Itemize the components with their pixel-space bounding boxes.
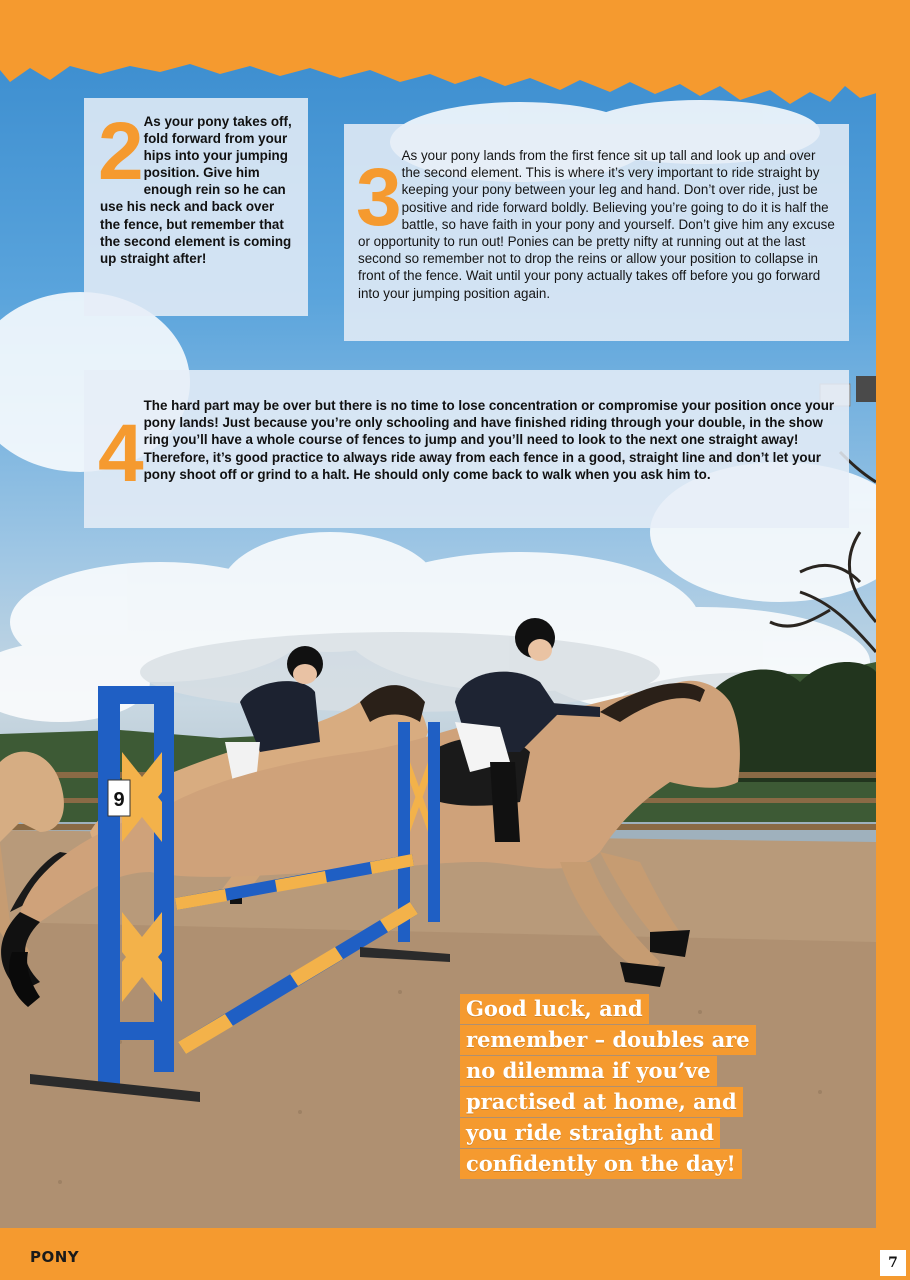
step-4-text: The hard part may be over but there is no time to lose concentration or compromise your position once your pony lands! Just because you’re only schooling and have finished riding through your double, in the show ring you’ll have a whole course of fences to jump and you’ll need to look to the next one straight away! Therefore, it’s good practice to always ride away from each fence in a good, straight line and don’t let your pony shoot off or grind to a halt. He should only come back to walk when you ask him to.: [143, 398, 835, 482]
step-2-panel: [84, 98, 308, 316]
step-2-number: 2: [98, 106, 142, 197]
step-3-text: As your pony lands from the first fence sit up tall and look up and over the second element. This is where it’s very important to ride straight by keeping your pony between your leg and hand. Don’t over ride, just be positive and ride forward boldly. Believing you’re going to do it is half the battle, so have faith in your pony and yourself. Don’t give him any excuse or opportunity to run out! Ponies can be pretty nifty at running out at the last second so remember not to drop the reins or allow your position to collapse in front of the fence. Wait until your pony actually takes off before you go forward into your jumping position again.: [358, 148, 835, 301]
fence-number: 9: [113, 789, 125, 811]
message-line: no dilemma if you’ve: [460, 1056, 717, 1086]
right-orange-band: [876, 0, 910, 1280]
magazine-brand: PONY: [30, 1248, 80, 1266]
step-3-number: 3: [356, 152, 400, 243]
message-line: remember – doubles are: [460, 1025, 756, 1055]
message-line: confidently on the day!: [460, 1149, 742, 1179]
message-line: practised at home, and: [460, 1087, 743, 1117]
page-number: 7: [880, 1250, 906, 1276]
step-4-panel: [84, 370, 849, 528]
message-line: Good luck, and: [460, 994, 649, 1024]
step-2-text: As your pony takes off, fold forward from your hips into your jumping position. Give him enough rein so he can use his neck and back over the fence, but remember that the second element is coming up straight after!: [100, 114, 292, 266]
step-4-number: 4: [98, 408, 142, 499]
step-3-panel: [344, 124, 849, 341]
message-line: you ride straight and: [460, 1118, 720, 1148]
good-luck-message: [460, 994, 840, 1180]
bottom-orange-band: [0, 1228, 910, 1280]
